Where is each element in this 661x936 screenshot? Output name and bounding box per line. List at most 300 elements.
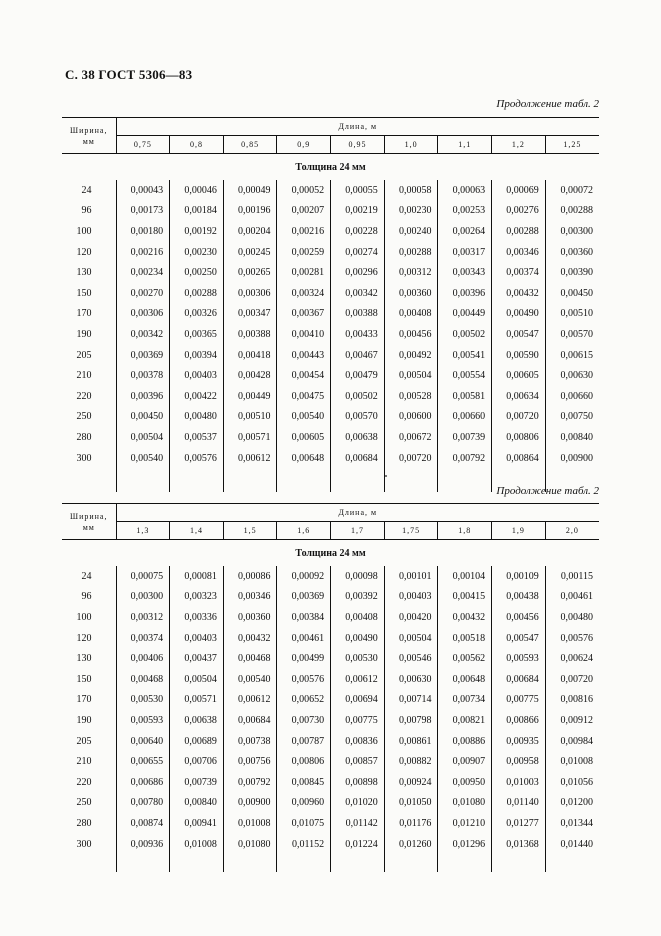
width-cell: 300 — [62, 834, 116, 855]
volume-cell: 0,01344 — [560, 817, 593, 829]
volume-cell: 0,01050 — [384, 793, 438, 814]
width-cell: 150 — [62, 669, 116, 690]
volume-cell: 0,00546 — [384, 648, 438, 669]
table-row — [62, 262, 599, 283]
volume-cell: 0,00384 — [277, 607, 331, 628]
width-cell: 220 — [62, 386, 116, 407]
volume-cell: 0,00234 — [116, 262, 170, 283]
volume-cell: 0,00046 — [170, 180, 224, 201]
width-cell: 205 — [62, 731, 116, 752]
length-column-header: 1,75 — [384, 522, 438, 540]
volume-cell: 0,00792 — [223, 772, 277, 793]
volume-cell: 0,00360 — [560, 246, 593, 258]
empty-cell — [384, 854, 438, 872]
volume-cell: 0,00730 — [277, 710, 331, 731]
width-cell: 300 — [62, 448, 116, 469]
width-cell: 205 — [62, 345, 116, 366]
table-row — [62, 283, 599, 304]
volume-cell: 0,00288 — [560, 205, 593, 217]
volume-cell: 0,00219 — [331, 201, 385, 222]
volume-cell: 0,01200 — [560, 797, 593, 809]
volume-cell: 0,00787 — [277, 731, 331, 752]
volume-cell: 0,00960 — [277, 793, 331, 814]
length-header: Длина, м — [116, 504, 599, 522]
volume-cell: 0,00468 — [223, 648, 277, 669]
volume-cell: 0,00605 — [277, 427, 331, 448]
volume-cell: 0,00638 — [170, 710, 224, 731]
volume-cell: 0,00480 — [560, 611, 593, 623]
table-row — [62, 365, 599, 386]
volume-cell: 0,00605 — [492, 365, 546, 386]
volume-cell: 0,00081 — [170, 566, 224, 587]
table-row — [62, 201, 599, 222]
volume-cell: 0,00840 — [560, 431, 593, 443]
length-column-header: 1,1 — [438, 136, 492, 154]
volume-cell: 0,00438 — [492, 587, 546, 608]
volume-cell: 0,00684 — [492, 669, 546, 690]
volume-cell: 0,00907 — [438, 751, 492, 772]
width-cell: 130 — [62, 648, 116, 669]
volume-cell: 0,00866 — [492, 710, 546, 731]
volume-cell: 0,00403 — [384, 587, 438, 608]
width-cell: 130 — [62, 262, 116, 283]
table-row — [62, 669, 599, 690]
length-column-header: 1,0 — [384, 136, 438, 154]
volume-cell: 0,00230 — [170, 242, 224, 263]
volume-cell: 0,00374 — [492, 262, 546, 283]
volume-cell: 0,00612 — [331, 669, 385, 690]
volume-cell: 0,00365 — [170, 324, 224, 345]
volume-cell: 0,00886 — [438, 731, 492, 752]
table-row — [62, 607, 599, 628]
table-row — [62, 628, 599, 649]
volume-cell: 0,00432 — [223, 628, 277, 649]
width-cell: 150 — [62, 283, 116, 304]
volume-cell: 0,00396 — [116, 386, 170, 407]
volume-cell: 0,00410 — [277, 324, 331, 345]
length-column-header: 1,2 — [492, 136, 546, 154]
volume-cell: 0,01142 — [331, 813, 385, 834]
table-row — [62, 242, 599, 263]
length-column-header: 1,9 — [492, 522, 546, 540]
volume-cell: 0,00098 — [331, 566, 385, 587]
volume-cell: 0,00510 — [560, 308, 593, 320]
volume-cell: 0,00624 — [560, 653, 593, 665]
section-title: Толщина 24 мм — [295, 547, 366, 559]
volume-cell: 0,00342 — [331, 283, 385, 304]
volume-cell: 0,00739 — [438, 427, 492, 448]
volume-cell: 0,00456 — [384, 324, 438, 345]
volume-cell: 0,00490 — [492, 304, 546, 325]
volume-cell: 0,00312 — [116, 607, 170, 628]
volume-cell: 0,01152 — [277, 834, 331, 855]
empty-cell — [331, 468, 385, 492]
length-column-header: 1,6 — [277, 522, 331, 540]
volume-cell: 0,00259 — [277, 242, 331, 263]
volume-cell: 0,00562 — [438, 648, 492, 669]
volume-cell: 0,00326 — [170, 304, 224, 325]
length-column-header: 0,85 — [223, 136, 277, 154]
volume-cell: 0,00935 — [492, 731, 546, 752]
volume-cell: 0,00600 — [384, 407, 438, 428]
volume-cell: 0,00306 — [223, 283, 277, 304]
volume-cell: 0,00502 — [331, 386, 385, 407]
volume-cell: 0,00403 — [170, 365, 224, 386]
volume-cell: 0,00288 — [170, 283, 224, 304]
volume-cell: 0,00864 — [492, 448, 546, 469]
width-cell: 170 — [62, 304, 116, 325]
volume-cell: 0,00346 — [223, 587, 277, 608]
table-row — [62, 324, 599, 345]
volume-cell: 0,00874 — [116, 813, 170, 834]
width-cell: 170 — [62, 690, 116, 711]
volume-cell: 0,00347 — [223, 304, 277, 325]
volume-cell: 0,00686 — [116, 772, 170, 793]
volume-cell: 0,00581 — [438, 386, 492, 407]
volume-cell: 0,01260 — [384, 834, 438, 855]
length-column-header: 0,95 — [331, 136, 385, 154]
volume-cell: 0,00420 — [384, 607, 438, 628]
volume-cell: 0,00456 — [492, 607, 546, 628]
volume-cell: 0,01008 — [560, 756, 593, 768]
volume-cell: 0,00530 — [331, 648, 385, 669]
volume-cell: 0,00734 — [438, 690, 492, 711]
volume-cell: 0,00058 — [384, 180, 438, 201]
length-column-header: 1,5 — [223, 522, 277, 540]
volume-cell: 0,01296 — [438, 834, 492, 855]
empty-cell — [170, 468, 224, 492]
volume-cell: 0,00392 — [331, 587, 385, 608]
volume-cell: 0,00750 — [560, 411, 593, 423]
volume-cell: 0,00281 — [277, 262, 331, 283]
width-cell: 250 — [62, 793, 116, 814]
length-header: Длина, м — [116, 118, 599, 136]
width-cell: 190 — [62, 710, 116, 731]
volume-cell: 0,00593 — [492, 648, 546, 669]
volume-cell: 0,00461 — [560, 591, 593, 603]
table-row — [62, 407, 599, 428]
volume-cell: 0,00069 — [492, 180, 546, 201]
empty-cell — [62, 468, 116, 492]
width-cell: 100 — [62, 221, 116, 242]
volume-cell: 0,00571 — [223, 427, 277, 448]
volume-cell: 0,00720 — [384, 448, 438, 469]
data-table — [62, 503, 599, 872]
volume-cell: 0,00360 — [223, 607, 277, 628]
volume-cell: 0,00467 — [331, 345, 385, 366]
volume-cell: 0,00528 — [384, 386, 438, 407]
table-tail-row — [62, 854, 599, 872]
empty-cell — [438, 854, 492, 872]
volume-cell: 0,00422 — [170, 386, 224, 407]
width-cell: 96 — [62, 201, 116, 222]
volume-cell: 0,00475 — [277, 386, 331, 407]
volume-cell: 0,00720 — [492, 407, 546, 428]
volume-cell: 0,01020 — [331, 793, 385, 814]
volume-cell: 0,00216 — [277, 221, 331, 242]
volume-cell: 0,00216 — [116, 242, 170, 263]
volume-cell: 0,00775 — [492, 690, 546, 711]
volume-cell: 0,00437 — [170, 648, 224, 669]
width-header — [62, 504, 116, 540]
length-column-header: 1,4 — [170, 522, 224, 540]
width-header — [62, 118, 116, 154]
volume-cell: 0,00648 — [438, 669, 492, 690]
width-cell: 280 — [62, 427, 116, 448]
volume-cell: 0,01080 — [438, 793, 492, 814]
volume-cell: 0,00615 — [560, 349, 593, 361]
volume-cell: 0,00406 — [116, 648, 170, 669]
volume-cell: 0,01075 — [277, 813, 331, 834]
volume-cell: 0,01140 — [492, 793, 546, 814]
table-row — [62, 345, 599, 366]
volume-cell: 0,00324 — [277, 283, 331, 304]
volume-cell: 0,00323 — [170, 587, 224, 608]
volume-cell: 0,00360 — [384, 283, 438, 304]
table-row — [62, 731, 599, 752]
width-cell: 190 — [62, 324, 116, 345]
volume-cell: 0,00660 — [438, 407, 492, 428]
volume-cell: 0,00480 — [170, 407, 224, 428]
empty-cell — [331, 854, 385, 872]
volume-cell: 0,00250 — [170, 262, 224, 283]
volume-cell: 0,00576 — [170, 448, 224, 469]
volume-cell: 0,00055 — [331, 180, 385, 201]
volume-cell: 0,01008 — [223, 813, 277, 834]
empty-cell — [116, 854, 170, 872]
length-column-header: 1,3 — [116, 522, 170, 540]
volume-cell: 0,00367 — [277, 304, 331, 325]
volume-cell: 0,00706 — [170, 751, 224, 772]
volume-cell: 0,00816 — [560, 694, 593, 706]
volume-cell: 0,00540 — [116, 448, 170, 469]
table-caption: Продолжение табл. 2 — [496, 98, 599, 110]
volume-cell: 0,00684 — [223, 710, 277, 731]
volume-cell: 0,01003 — [492, 772, 546, 793]
volume-cell: 0,00570 — [331, 407, 385, 428]
empty-cell — [223, 468, 277, 492]
volume-cell: 0,00245 — [223, 242, 277, 263]
volume-cell: 0,00861 — [384, 731, 438, 752]
length-column-header: 2,0 — [545, 522, 599, 540]
width-cell: 24 — [62, 566, 116, 587]
volume-cell: 0,00571 — [170, 690, 224, 711]
volume-cell: 0,00428 — [223, 365, 277, 386]
length-column-header: 1,25 — [545, 136, 599, 154]
volume-cell: 0,00898 — [331, 772, 385, 793]
volume-cell: 0,00570 — [560, 328, 593, 340]
section-title: Толщина 24 мм — [295, 161, 366, 173]
volume-cell: 0,00840 — [170, 793, 224, 814]
volume-cell: 0,00265 — [223, 262, 277, 283]
volume-cell: 0,00984 — [560, 735, 593, 747]
volume-cell: 0,00640 — [116, 731, 170, 752]
volume-cell: 0,00912 — [560, 714, 593, 726]
volume-cell: 0,00461 — [277, 628, 331, 649]
volume-cell: 0,00689 — [170, 731, 224, 752]
volume-cell: 0,00593 — [116, 710, 170, 731]
volume-cell: 0,00228 — [331, 221, 385, 242]
volume-cell: 0,00454 — [277, 365, 331, 386]
width-cell: 96 — [62, 587, 116, 608]
width-cell: 120 — [62, 242, 116, 263]
empty-cell — [545, 854, 599, 872]
volume-cell: 0,00648 — [277, 448, 331, 469]
volume-cell: 0,01224 — [331, 834, 385, 855]
empty-cell — [438, 468, 492, 492]
volume-cell: 0,00630 — [560, 370, 593, 382]
width-cell: 210 — [62, 365, 116, 386]
volume-cell: 0,00270 — [116, 283, 170, 304]
volume-cell: 0,00576 — [560, 632, 593, 644]
volume-cell: 0,00450 — [116, 407, 170, 428]
table-row — [62, 566, 599, 587]
volume-cell: 0,00479 — [331, 365, 385, 386]
volume-cell: 0,00374 — [116, 628, 170, 649]
table-row — [62, 180, 599, 201]
volume-cell: 0,01277 — [492, 813, 546, 834]
volume-cell: 0,00300 — [116, 587, 170, 608]
volume-cell: 0,00547 — [492, 628, 546, 649]
volume-cell: 0,00346 — [492, 242, 546, 263]
width-cell: 210 — [62, 751, 116, 772]
volume-cell: 0,00342 — [116, 324, 170, 345]
page-dot — [385, 475, 387, 477]
volume-cell: 0,00780 — [116, 793, 170, 814]
empty-cell — [223, 854, 277, 872]
page-header: С. 38 ГОСТ 5306—83 — [65, 67, 193, 82]
volume-cell: 0,00510 — [223, 407, 277, 428]
data-table — [62, 117, 599, 492]
width-header-unit: мм — [82, 522, 95, 532]
volume-cell: 0,00433 — [331, 324, 385, 345]
volume-cell: 0,00504 — [170, 669, 224, 690]
volume-cell: 0,00660 — [560, 390, 593, 402]
volume-cell: 0,00180 — [116, 221, 170, 242]
volume-cell: 0,00738 — [223, 731, 277, 752]
width-cell: 24 — [62, 180, 116, 201]
volume-cell: 0,00072 — [560, 184, 593, 196]
volume-cell: 0,00694 — [331, 690, 385, 711]
empty-cell — [384, 468, 438, 492]
volume-cell: 0,01368 — [492, 834, 546, 855]
volume-cell: 0,00504 — [116, 427, 170, 448]
volume-cell: 0,00450 — [560, 287, 593, 299]
volume-cell: 0,00115 — [560, 570, 593, 582]
table-row — [62, 751, 599, 772]
empty-cell — [170, 854, 224, 872]
width-header-label: Ширина, — [70, 511, 108, 521]
volume-cell: 0,00109 — [492, 566, 546, 587]
volume-cell: 0,00092 — [277, 566, 331, 587]
volume-cell: 0,00720 — [560, 673, 593, 685]
volume-cell: 0,00415 — [438, 587, 492, 608]
volume-cell: 0,00240 — [384, 221, 438, 242]
volume-cell: 0,00941 — [170, 813, 224, 834]
volume-cell: 0,00821 — [438, 710, 492, 731]
volume-cell: 0,00104 — [438, 566, 492, 587]
volume-cell: 0,00714 — [384, 690, 438, 711]
table-row — [62, 772, 599, 793]
volume-cell: 0,00490 — [331, 628, 385, 649]
width-cell: 120 — [62, 628, 116, 649]
empty-cell — [116, 468, 170, 492]
volume-cell: 0,00504 — [384, 365, 438, 386]
volume-cell: 0,00388 — [331, 304, 385, 325]
volume-cell: 0,00264 — [438, 221, 492, 242]
volume-cell: 0,01176 — [384, 813, 438, 834]
volume-cell: 0,00857 — [331, 751, 385, 772]
volume-cell: 0,00449 — [438, 304, 492, 325]
volume-cell: 0,00684 — [331, 448, 385, 469]
volume-cell: 0,00924 — [384, 772, 438, 793]
width-cell: 250 — [62, 407, 116, 428]
table-row — [62, 427, 599, 448]
volume-cell: 0,00388 — [223, 324, 277, 345]
volume-cell: 0,00739 — [170, 772, 224, 793]
volume-cell: 0,00306 — [116, 304, 170, 325]
volume-cell: 0,00541 — [438, 345, 492, 366]
volume-cell: 0,00173 — [116, 201, 170, 222]
table-row — [62, 304, 599, 325]
volume-cell: 0,00207 — [277, 201, 331, 222]
length-column-header: 0,8 — [170, 136, 224, 154]
volume-cell: 0,01080 — [223, 834, 277, 855]
volume-cell: 0,00806 — [277, 751, 331, 772]
volume-cell: 0,00806 — [492, 427, 546, 448]
volume-cell: 0,00540 — [223, 669, 277, 690]
table-row — [62, 587, 599, 608]
length-column-header: 0,75 — [116, 136, 170, 154]
volume-cell: 0,00540 — [277, 407, 331, 428]
table-row — [62, 710, 599, 731]
table-row — [62, 386, 599, 407]
width-cell: 100 — [62, 607, 116, 628]
volume-cell: 0,00638 — [331, 427, 385, 448]
volume-cell: 0,00288 — [384, 242, 438, 263]
volume-cell: 0,01008 — [170, 834, 224, 855]
volume-cell: 0,00317 — [438, 242, 492, 263]
volume-cell: 0,00204 — [223, 221, 277, 242]
volume-cell: 0,00630 — [384, 669, 438, 690]
length-column-header: 1,7 — [331, 522, 385, 540]
empty-cell — [62, 854, 116, 872]
volume-cell: 0,00296 — [331, 262, 385, 283]
length-column-header: 0,9 — [277, 136, 331, 154]
volume-cell: 0,00394 — [170, 345, 224, 366]
volume-cell: 0,00274 — [331, 242, 385, 263]
volume-cell: 0,00043 — [116, 180, 170, 201]
volume-cell: 0,00192 — [170, 221, 224, 242]
volume-cell: 0,00502 — [438, 324, 492, 345]
volume-cell: 0,00634 — [492, 386, 546, 407]
volume-cell: 0,00504 — [384, 628, 438, 649]
width-cell: 220 — [62, 772, 116, 793]
volume-cell: 0,00652 — [277, 690, 331, 711]
volume-cell: 0,00537 — [170, 427, 224, 448]
empty-cell — [492, 854, 546, 872]
volume-cell: 0,00530 — [116, 690, 170, 711]
volume-cell: 0,00449 — [223, 386, 277, 407]
volume-cell: 0,00958 — [492, 751, 546, 772]
width-header-label: Ширина, — [70, 125, 108, 135]
volume-cell: 0,00492 — [384, 345, 438, 366]
volume-cell: 0,00775 — [331, 710, 385, 731]
volume-cell: 0,00343 — [438, 262, 492, 283]
volume-cell: 0,00792 — [438, 448, 492, 469]
table-row — [62, 690, 599, 711]
volume-cell: 0,00075 — [116, 566, 170, 587]
